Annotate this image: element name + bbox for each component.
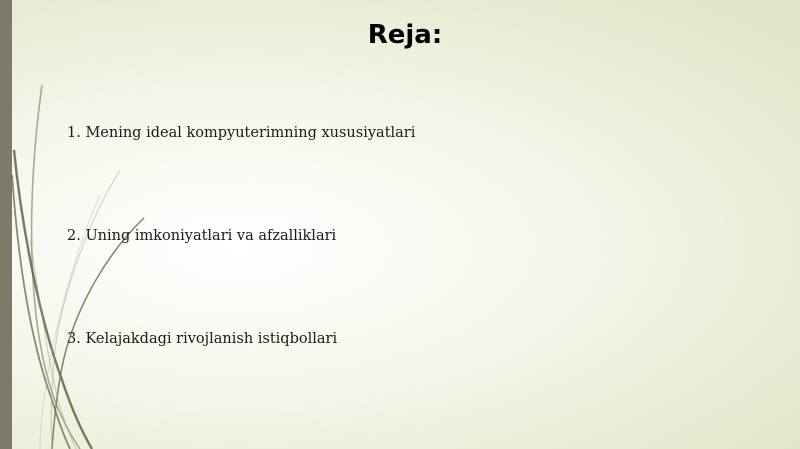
- plan-item-2: 2. Uning imkoniyatlari va afzalliklari: [67, 228, 337, 244]
- plan-item-3: 3. Kelajakdagi rivojlanish istiqbollari: [67, 331, 338, 347]
- plan-item-1: 1. Mening ideal kompyuterimning xususiyatlari: [67, 125, 416, 141]
- slide-left-bar: [0, 0, 12, 449]
- decorative-grass-graphic: [0, 0, 160, 449]
- slide-title: Reja:: [367, 20, 443, 50]
